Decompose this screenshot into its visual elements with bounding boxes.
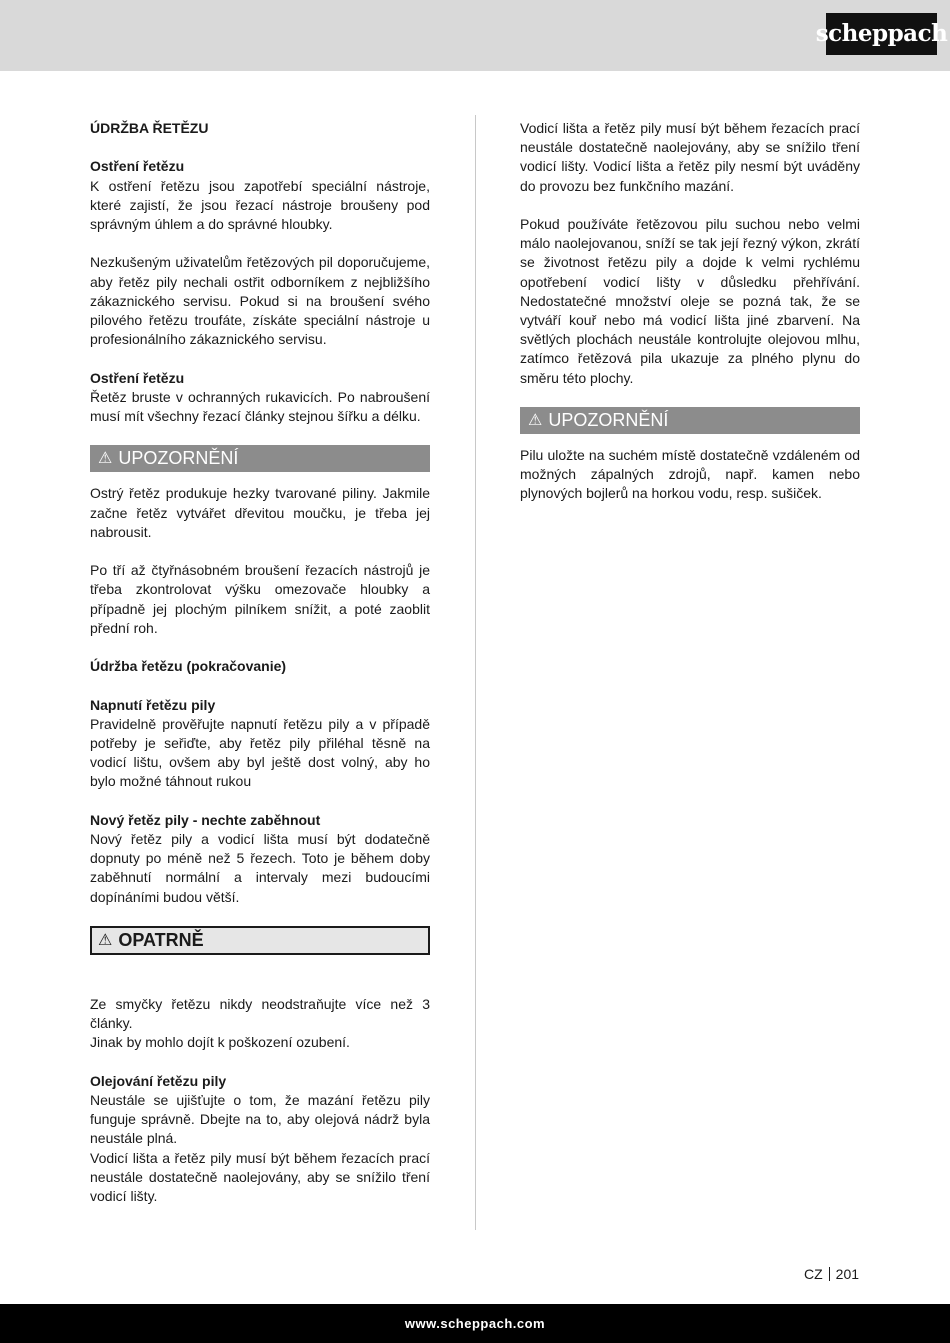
warning-triangle-icon: ⚠ — [528, 411, 543, 429]
paragraph: Nový řetěz pily a vodicí lišta musí být dodatečně dopnuty po méně než 5 řezech. Toto je během doby zaběhnutí normální a intervaly mezi budoucími dopínáními budou větší. — [90, 830, 430, 905]
paragraph: Pravidelně prověřujte napnutí řetězu pily a v případě potřeby je seřiďte, aby řetěz pily přiléhal těsně na vodicí lištu, ovšem aby byl ještě dost volný, aby ho bylo možné táhnout rukou — [90, 715, 430, 790]
left-column — [90, 119, 430, 1225]
scheppach-logo: scheppach — [826, 13, 937, 55]
paragraph: Jinak by mohlo dojít k poškození ozubení. — [90, 1034, 350, 1051]
warning-label: UPOZORNĚNÍ — [118, 448, 239, 469]
paragraph: Ostrý řetěz produkuje hezky tvarované piliny. Jakmile začne řetěz vytvářet dřevitou moučku, je třeba jej nabrousit. — [90, 485, 430, 540]
paragraph: Vodicí lišta a řetěz pily musí být během řezacích prací neustále dostatečně naolejovány, aby se snížilo tření vodicí lišty. Vodicí lišta a řetěz pily nesmí být uváděny do provozu bez funkčního mazání. — [520, 120, 860, 194]
warning-box — [90, 445, 430, 472]
paragraph: Pokud používáte řetězovou pilu suchou nebo velmi málo naolejovanou, sníží se tak její řezný výkon, zkrátí se životnost řetězu pily a dojde k velmi rychlému opotřebení vodicí lišty v důsledku přehřívání. Nedostatečné množství oleje se pozná tak, že se vytváří kouř nebo má vodicí lišta jiné zbarvení. Na světlých plochách neustále kontrolujte olejovou mlhu, zatímco řetězová pila ukazuje za plného plynu do směru této plochy. — [520, 216, 860, 386]
heading-new-chain: Nový řetěz pily - nechte zaběhnout — [90, 811, 321, 828]
paragraph: Vodicí lišta a řetěz pily musí být během řezacích prací neustále dostatečně naolejovány, aby se snížilo tření vodicí lišty. — [90, 1149, 430, 1204]
warning-label: UPOZORNĚNÍ — [548, 409, 669, 430]
paragraph: Po tří až čtyřnásobném broušení řezacích nástrojů je třeba zkontrolovat výšku omezovače hloubky a případně jej plochým pilníkem snížit, a poté zaoblit přední roh. — [90, 562, 430, 636]
footer-url[interactable]: www.scheppach.com — [404, 1315, 546, 1331]
warning-triangle-icon: ⚠ — [98, 931, 113, 949]
column-divider — [475, 115, 476, 1230]
page-number-value: 201 — [835, 1266, 860, 1282]
caution-label: OPATRNĚ — [118, 929, 204, 950]
language-code: CZ — [804, 1266, 823, 1282]
warning-box — [520, 407, 860, 434]
heading-tension: Napnutí řetězu pily — [90, 696, 216, 713]
heading-oiling: Olejování řetězu pily — [90, 1072, 227, 1089]
footer-bar — [0, 1304, 950, 1343]
heading-sharpening: Ostření řetězu — [90, 158, 185, 175]
paragraph: Neustále se ujišťujte o tom, že mazání řetězu pily funguje správně. Dbejte na to, aby olejová nádrž byla neustále plná. — [90, 1091, 430, 1147]
warning-triangle-icon: ⚠ — [98, 450, 113, 468]
heading-maintenance-cont: Údržba řetězu (pokračovanie) — [90, 658, 287, 675]
right-column — [520, 119, 860, 523]
caution-box — [90, 926, 430, 955]
paragraph: Pilu uložte na suchém místě dostatečně vzdáleném od možných zápalných zdrojů, např. kamen nebo plynových bojlerů na horkou vodu, resp. sušiček. — [520, 447, 860, 502]
header-bar — [0, 0, 950, 71]
page-number — [804, 1265, 859, 1284]
paragraph: K ostření řetězu jsou zapotřebí speciální nástroje, které zajistí, že jsou řezací nástroje broušeny pod správným úhlem a do správné hloubky. — [90, 177, 430, 232]
paragraph: Nezkušeným uživatelům řetězových pil doporučujeme, aby řetěz pily nechali ostřit odborníkem z nejbližšího zákaznického servisu. Pokud si na broušení svého pilového řetězu troufáte, získáte speciální nástroje u profesionálního zákaznického servisu. — [90, 254, 430, 348]
paragraph: Řetěz bruste v ochranných rukavicích. Po nabroušení musí mít všechny řezací články stejnou šířku a délku. — [90, 388, 430, 424]
heading-sharpening-2: Ostření řetězu — [90, 369, 185, 386]
paragraph: Ze smyčky řetězu nikdy neodstraňujte více než 3 články. — [90, 995, 430, 1032]
separator — [829, 1267, 830, 1281]
section-title: ÚDRŽBA ŘETĚZU — [90, 120, 209, 136]
